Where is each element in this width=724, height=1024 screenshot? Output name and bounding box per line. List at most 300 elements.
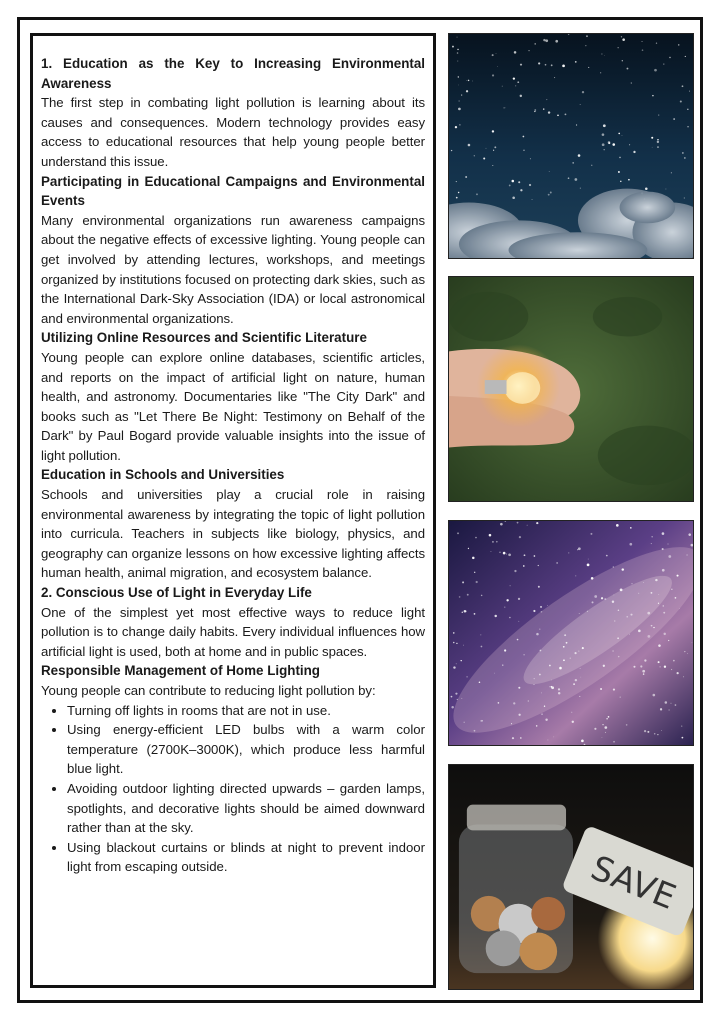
star-dot bbox=[626, 616, 628, 618]
star-dot bbox=[538, 586, 540, 588]
star-dot bbox=[669, 57, 670, 58]
star-dot bbox=[518, 621, 519, 622]
star-dot bbox=[513, 77, 515, 79]
star-dot bbox=[662, 548, 664, 550]
star-dot bbox=[677, 575, 679, 577]
star-dot bbox=[572, 162, 574, 164]
star-dot bbox=[643, 582, 644, 583]
star-dot bbox=[453, 642, 455, 644]
star-dot bbox=[658, 644, 661, 647]
star-dot bbox=[536, 633, 539, 636]
star-dot bbox=[538, 565, 539, 566]
star-dot bbox=[547, 739, 548, 740]
star-dot bbox=[551, 680, 552, 681]
star-dot bbox=[457, 37, 458, 38]
star-dot bbox=[684, 651, 685, 652]
star-dot bbox=[606, 718, 608, 720]
star-dot bbox=[545, 718, 547, 720]
star-dot bbox=[532, 199, 533, 200]
star-dot bbox=[657, 734, 658, 735]
star-dot bbox=[474, 155, 475, 156]
star-dot bbox=[481, 595, 483, 597]
star-dot bbox=[456, 181, 457, 182]
star-dot bbox=[581, 740, 584, 743]
star-dot bbox=[631, 82, 632, 83]
star-dot bbox=[682, 737, 684, 739]
star-dot bbox=[587, 611, 588, 612]
star-dot bbox=[518, 687, 520, 689]
star-dot bbox=[549, 686, 550, 687]
star-dot bbox=[578, 651, 579, 652]
star-dot bbox=[543, 39, 545, 41]
star-dot bbox=[618, 656, 619, 657]
star-dot bbox=[620, 588, 623, 591]
star-dot bbox=[500, 523, 503, 526]
star-dot bbox=[545, 64, 547, 66]
savings-jar-image bbox=[449, 765, 693, 989]
star-dot bbox=[523, 150, 525, 152]
star-dot bbox=[459, 596, 461, 598]
hands-bulb-image bbox=[449, 277, 693, 501]
star-dot bbox=[460, 660, 461, 661]
star-dot bbox=[586, 35, 588, 37]
star-dot bbox=[630, 614, 632, 616]
star-dot bbox=[512, 737, 514, 739]
star-dot bbox=[519, 536, 521, 538]
star-dot bbox=[622, 38, 625, 41]
star-dot bbox=[540, 606, 542, 608]
star-dot bbox=[622, 568, 624, 570]
star-dot bbox=[504, 649, 506, 651]
star-dot bbox=[602, 143, 605, 146]
star-dot bbox=[523, 136, 525, 138]
star-dot bbox=[592, 601, 594, 603]
star-dot bbox=[582, 91, 584, 93]
star-dot bbox=[658, 594, 659, 595]
star-dot bbox=[647, 731, 649, 733]
star-dot bbox=[576, 124, 577, 125]
star-dot bbox=[601, 597, 603, 599]
star-dot bbox=[511, 180, 514, 183]
star-dot bbox=[565, 113, 567, 115]
star-dot bbox=[608, 141, 611, 144]
star-dot bbox=[456, 197, 458, 199]
section-heading-conscious-use: 2. Conscious Use of Light in Everyday Life bbox=[41, 585, 312, 601]
star-dot bbox=[476, 581, 478, 583]
star-dot bbox=[662, 532, 665, 535]
star-dot bbox=[496, 53, 497, 54]
star-dot bbox=[622, 60, 623, 61]
star-dot bbox=[534, 111, 535, 112]
star-dot bbox=[547, 605, 548, 606]
star-dot bbox=[458, 108, 461, 111]
star-dot bbox=[538, 62, 540, 64]
star-dot bbox=[647, 635, 650, 638]
star-dot bbox=[642, 670, 645, 673]
star-dot bbox=[459, 124, 460, 125]
star-dot bbox=[474, 730, 476, 732]
galaxy-image bbox=[449, 521, 693, 745]
star-dot bbox=[462, 612, 464, 614]
star-dot bbox=[455, 693, 457, 695]
star-dot bbox=[566, 642, 568, 644]
star-dot bbox=[663, 64, 664, 65]
star-dot bbox=[502, 86, 503, 87]
star-dot bbox=[671, 669, 672, 670]
star-dot bbox=[556, 562, 557, 563]
star-dot bbox=[508, 553, 511, 556]
star-dot bbox=[464, 722, 465, 723]
star-dot bbox=[604, 598, 606, 600]
save-tag-text: SAVE bbox=[585, 848, 682, 917]
star-dot bbox=[559, 667, 562, 670]
star-dot bbox=[675, 704, 677, 706]
star-dot bbox=[557, 114, 559, 116]
star-dot bbox=[621, 36, 622, 37]
star-dot bbox=[496, 541, 498, 543]
star-dot bbox=[608, 716, 610, 718]
star-dot bbox=[505, 108, 506, 109]
star-dot bbox=[489, 534, 492, 537]
star-dot bbox=[622, 135, 623, 136]
star-dot bbox=[685, 56, 686, 57]
star-dot bbox=[536, 725, 538, 727]
star-dot bbox=[638, 593, 639, 594]
star-dot bbox=[563, 646, 565, 648]
star-dot bbox=[667, 543, 668, 544]
section-text-home-lighting: Young people can contribute to reducing light pollution by: bbox=[41, 683, 376, 698]
star-dot bbox=[517, 522, 519, 524]
section-text-online-resources: Young people can explore online databases, scientific articles, and reports on the impact of artificial light on nature, human health, and astronomy. Documentaries like "The City Dark" and books such as "Let There Be Night: Testimony on Behalf of the Dark" by Paul Bogard provide valuable insights into the issue of light pollution. bbox=[41, 349, 425, 463]
star-dot bbox=[684, 157, 685, 158]
list-item: • Turning off lights in rooms that are not in use. bbox=[67, 701, 425, 721]
star-dot bbox=[644, 659, 646, 661]
star-dot bbox=[575, 178, 578, 181]
star-dot bbox=[541, 713, 543, 715]
star-dot bbox=[579, 613, 580, 614]
star-dot bbox=[514, 570, 516, 572]
star-dot bbox=[668, 640, 669, 641]
star-dot bbox=[553, 736, 554, 737]
star-dot bbox=[520, 95, 522, 97]
star-dot bbox=[682, 152, 683, 153]
star-dot bbox=[540, 650, 542, 652]
star-dot bbox=[555, 40, 558, 43]
star-dot bbox=[587, 564, 590, 567]
star-dot bbox=[554, 77, 555, 78]
star-dot bbox=[642, 41, 643, 42]
star-dot bbox=[656, 43, 657, 44]
star-dot bbox=[517, 81, 519, 83]
star-dot bbox=[601, 54, 602, 55]
star-dot bbox=[671, 589, 672, 590]
star-dot bbox=[580, 668, 581, 669]
star-dot bbox=[549, 665, 551, 667]
star-dot bbox=[633, 666, 635, 668]
star-dot bbox=[687, 653, 688, 654]
section-heading-campaigns: Participating in Educational Campaigns and Environmental Events bbox=[41, 173, 425, 209]
star-dot bbox=[461, 698, 462, 699]
star-dot bbox=[499, 552, 500, 553]
star-dot bbox=[658, 661, 660, 663]
star-dot bbox=[494, 146, 496, 148]
star-dot bbox=[468, 144, 471, 147]
star-dot bbox=[651, 592, 653, 594]
galaxy-photo bbox=[448, 520, 694, 746]
star-dot bbox=[602, 724, 603, 725]
star-dot bbox=[673, 118, 675, 120]
star-dot bbox=[498, 702, 500, 704]
star-dot bbox=[665, 701, 667, 703]
star-dot bbox=[668, 709, 669, 710]
star-dot bbox=[452, 46, 454, 48]
star-dot bbox=[606, 555, 608, 557]
star-dot bbox=[664, 666, 666, 668]
star-dot bbox=[629, 634, 630, 635]
star-dot bbox=[513, 702, 515, 704]
star-dot bbox=[643, 673, 644, 674]
star-dot bbox=[514, 51, 516, 53]
star-dot bbox=[461, 94, 462, 95]
star-dot bbox=[491, 551, 492, 552]
star-dot bbox=[629, 144, 630, 145]
star-dot bbox=[534, 555, 536, 557]
star-dot bbox=[655, 579, 657, 581]
star-dot bbox=[523, 654, 524, 655]
star-dot bbox=[687, 109, 688, 110]
star-dot bbox=[529, 184, 531, 186]
star-dot bbox=[497, 66, 498, 67]
star-dot bbox=[679, 608, 680, 609]
star-dot bbox=[541, 692, 542, 693]
star-dot bbox=[657, 139, 658, 140]
star-dot bbox=[651, 536, 652, 537]
star-dot bbox=[577, 549, 578, 550]
star-dot bbox=[613, 741, 615, 743]
star-dot bbox=[613, 566, 614, 567]
star-dot bbox=[534, 678, 535, 679]
star-dot bbox=[572, 721, 574, 723]
star-dot bbox=[533, 610, 535, 612]
star-dot bbox=[451, 706, 453, 708]
star-dot bbox=[512, 196, 515, 199]
star-dot bbox=[580, 677, 581, 678]
star-dot bbox=[652, 147, 653, 148]
star-dot bbox=[618, 610, 620, 612]
star-dot bbox=[640, 665, 642, 667]
star-dot bbox=[464, 610, 467, 613]
star-dot bbox=[545, 39, 548, 42]
star-dot bbox=[550, 686, 552, 688]
star-dot bbox=[604, 726, 607, 729]
star-dot bbox=[466, 80, 467, 81]
star-dot bbox=[663, 605, 664, 606]
star-dot bbox=[666, 189, 667, 190]
star-dot bbox=[518, 714, 520, 716]
star-dot bbox=[474, 572, 475, 573]
star-dot bbox=[588, 67, 589, 68]
star-dot bbox=[527, 525, 528, 526]
star-dot bbox=[660, 666, 661, 667]
star-dot bbox=[683, 676, 684, 677]
star-dot bbox=[658, 603, 659, 604]
star-dot bbox=[628, 179, 630, 181]
star-dot bbox=[528, 50, 529, 51]
section-text-conscious-use: One of the simplest yet most effective ways to reduce light pollution is to change daily habits. Every individual influences how artificial light is used, both at home and in public spaces. bbox=[41, 604, 425, 659]
star-dot bbox=[544, 706, 545, 707]
star-dot bbox=[503, 552, 506, 555]
star-dot bbox=[614, 621, 615, 622]
star-dot bbox=[558, 688, 560, 690]
star-dot bbox=[579, 696, 580, 697]
star-dot bbox=[675, 597, 677, 599]
star-dot bbox=[671, 172, 672, 173]
star-dot bbox=[534, 109, 536, 111]
star-dot bbox=[520, 737, 522, 739]
star-dot bbox=[492, 54, 494, 56]
star-dot bbox=[492, 165, 493, 166]
star-dot bbox=[564, 634, 566, 636]
star-dot bbox=[548, 111, 550, 113]
star-dot bbox=[612, 601, 614, 603]
star-dot bbox=[578, 154, 581, 157]
star-dot bbox=[580, 104, 581, 105]
star-dot bbox=[627, 68, 629, 70]
star-dot bbox=[663, 633, 665, 635]
star-dot bbox=[520, 189, 522, 191]
star-dot bbox=[619, 157, 621, 159]
star-dot bbox=[458, 192, 459, 193]
section-text-schools: Schools and universities play a crucial role in raising environmental awareness by integrating the topic of light pollution into curricula. Teachers in subjects like biology, physics, and geography can organize lessons on how excessive lighting affects human health, animal migration, and ecosystem balance. bbox=[41, 487, 425, 581]
star-dot bbox=[486, 148, 487, 149]
star-dot bbox=[689, 91, 690, 92]
star-dot bbox=[692, 642, 693, 643]
star-dot bbox=[657, 141, 659, 143]
star-dot bbox=[616, 524, 619, 527]
star-dot bbox=[509, 617, 511, 619]
star-dot bbox=[630, 527, 632, 529]
star-dot bbox=[604, 149, 605, 150]
star-dot bbox=[462, 581, 464, 583]
star-dot bbox=[620, 181, 621, 182]
star-dot bbox=[515, 85, 516, 86]
list-item: • Using energy-efficient LED bulbs with a warm color temperature (2700K–3000K), which produce less harmful blue light. bbox=[67, 720, 425, 779]
star-dot bbox=[602, 737, 603, 738]
star-dot bbox=[494, 673, 495, 674]
star-dot bbox=[668, 555, 671, 558]
star-dot bbox=[651, 543, 652, 544]
star-dot bbox=[534, 43, 536, 45]
star-dot bbox=[457, 49, 458, 50]
star-dot bbox=[612, 143, 615, 146]
section-text-campaigns: Many environmental organizations run awareness campaigns about the negative effects of excessive lighting. Young people can get involved by attending lectures, workshops, and meetings organized by institutions focused on protecting dark skies, such as the International Dark-Sky Association (IDA) or local astronomical and environmental organizations. bbox=[41, 212, 425, 326]
star-dot bbox=[492, 74, 494, 76]
star-dot bbox=[590, 533, 592, 535]
star-dot bbox=[600, 72, 601, 73]
star-dot bbox=[456, 643, 457, 644]
star-dot bbox=[652, 95, 654, 97]
star-dot bbox=[475, 537, 477, 539]
star-dot bbox=[457, 61, 458, 62]
star-dot bbox=[479, 681, 481, 683]
star-dot bbox=[688, 533, 691, 536]
star-dot bbox=[457, 52, 459, 54]
star-dot bbox=[467, 676, 468, 677]
hands-bulb-photo bbox=[448, 276, 694, 502]
star-dot bbox=[588, 559, 589, 560]
star-dot bbox=[677, 672, 679, 674]
star-dot bbox=[682, 85, 684, 87]
star-dot bbox=[468, 548, 469, 549]
star-dot bbox=[463, 645, 464, 646]
star-dot bbox=[585, 45, 586, 46]
star-dot bbox=[594, 595, 597, 598]
tips-list bbox=[41, 701, 425, 877]
savings-jar-photo bbox=[448, 764, 694, 990]
star-dot bbox=[605, 732, 606, 733]
star-dot bbox=[678, 44, 680, 46]
star-dot bbox=[549, 171, 550, 172]
star-dot bbox=[509, 185, 511, 187]
section-text-education: The first step in combating light pollution is learning about its causes and consequences. Modern technology provides easy access to educational resources that help young people better understand this issue. bbox=[41, 95, 425, 169]
star-dot bbox=[600, 688, 602, 690]
star-dot bbox=[633, 151, 635, 153]
star-dot bbox=[474, 613, 476, 615]
star-dot bbox=[458, 76, 459, 77]
star-dot bbox=[523, 565, 525, 567]
star-dot bbox=[578, 547, 581, 550]
star-dot bbox=[528, 700, 529, 701]
star-dot bbox=[657, 146, 658, 147]
star-dot bbox=[518, 181, 520, 183]
star-dot bbox=[644, 730, 646, 732]
star-dot bbox=[582, 647, 584, 649]
star-dot bbox=[482, 720, 483, 721]
star-dot bbox=[680, 100, 682, 102]
star-dot bbox=[604, 55, 605, 56]
star-dot bbox=[453, 666, 455, 668]
star-dot bbox=[670, 703, 671, 704]
star-dot bbox=[673, 660, 675, 662]
star-dot bbox=[480, 634, 481, 635]
night-sky-image bbox=[449, 34, 693, 258]
night-sky-photo bbox=[448, 33, 694, 259]
star-dot bbox=[518, 598, 520, 600]
list-item: • Using blackout curtains or blinds at night to prevent indoor light from escaping outside. bbox=[67, 838, 425, 877]
star-dot bbox=[506, 554, 507, 555]
star-dot bbox=[502, 664, 503, 665]
star-dot bbox=[571, 712, 572, 713]
star-dot bbox=[492, 541, 494, 543]
star-dot bbox=[651, 625, 653, 627]
star-dot bbox=[455, 126, 457, 128]
star-dot bbox=[458, 85, 459, 86]
star-dot bbox=[468, 80, 470, 82]
star-dot bbox=[654, 733, 656, 735]
star-dot bbox=[686, 554, 687, 555]
star-dot bbox=[653, 694, 656, 697]
star-dot bbox=[456, 663, 457, 664]
star-dot bbox=[483, 157, 485, 159]
star-dot bbox=[451, 696, 453, 698]
star-dot bbox=[506, 599, 508, 601]
star-dot bbox=[618, 171, 620, 173]
star-dot bbox=[626, 724, 628, 726]
star-dot bbox=[653, 627, 654, 628]
star-dot bbox=[662, 569, 665, 572]
section-heading-online-resources: Utilizing Online Resources and Scientific Literature bbox=[41, 330, 367, 346]
star-dot bbox=[472, 557, 474, 559]
